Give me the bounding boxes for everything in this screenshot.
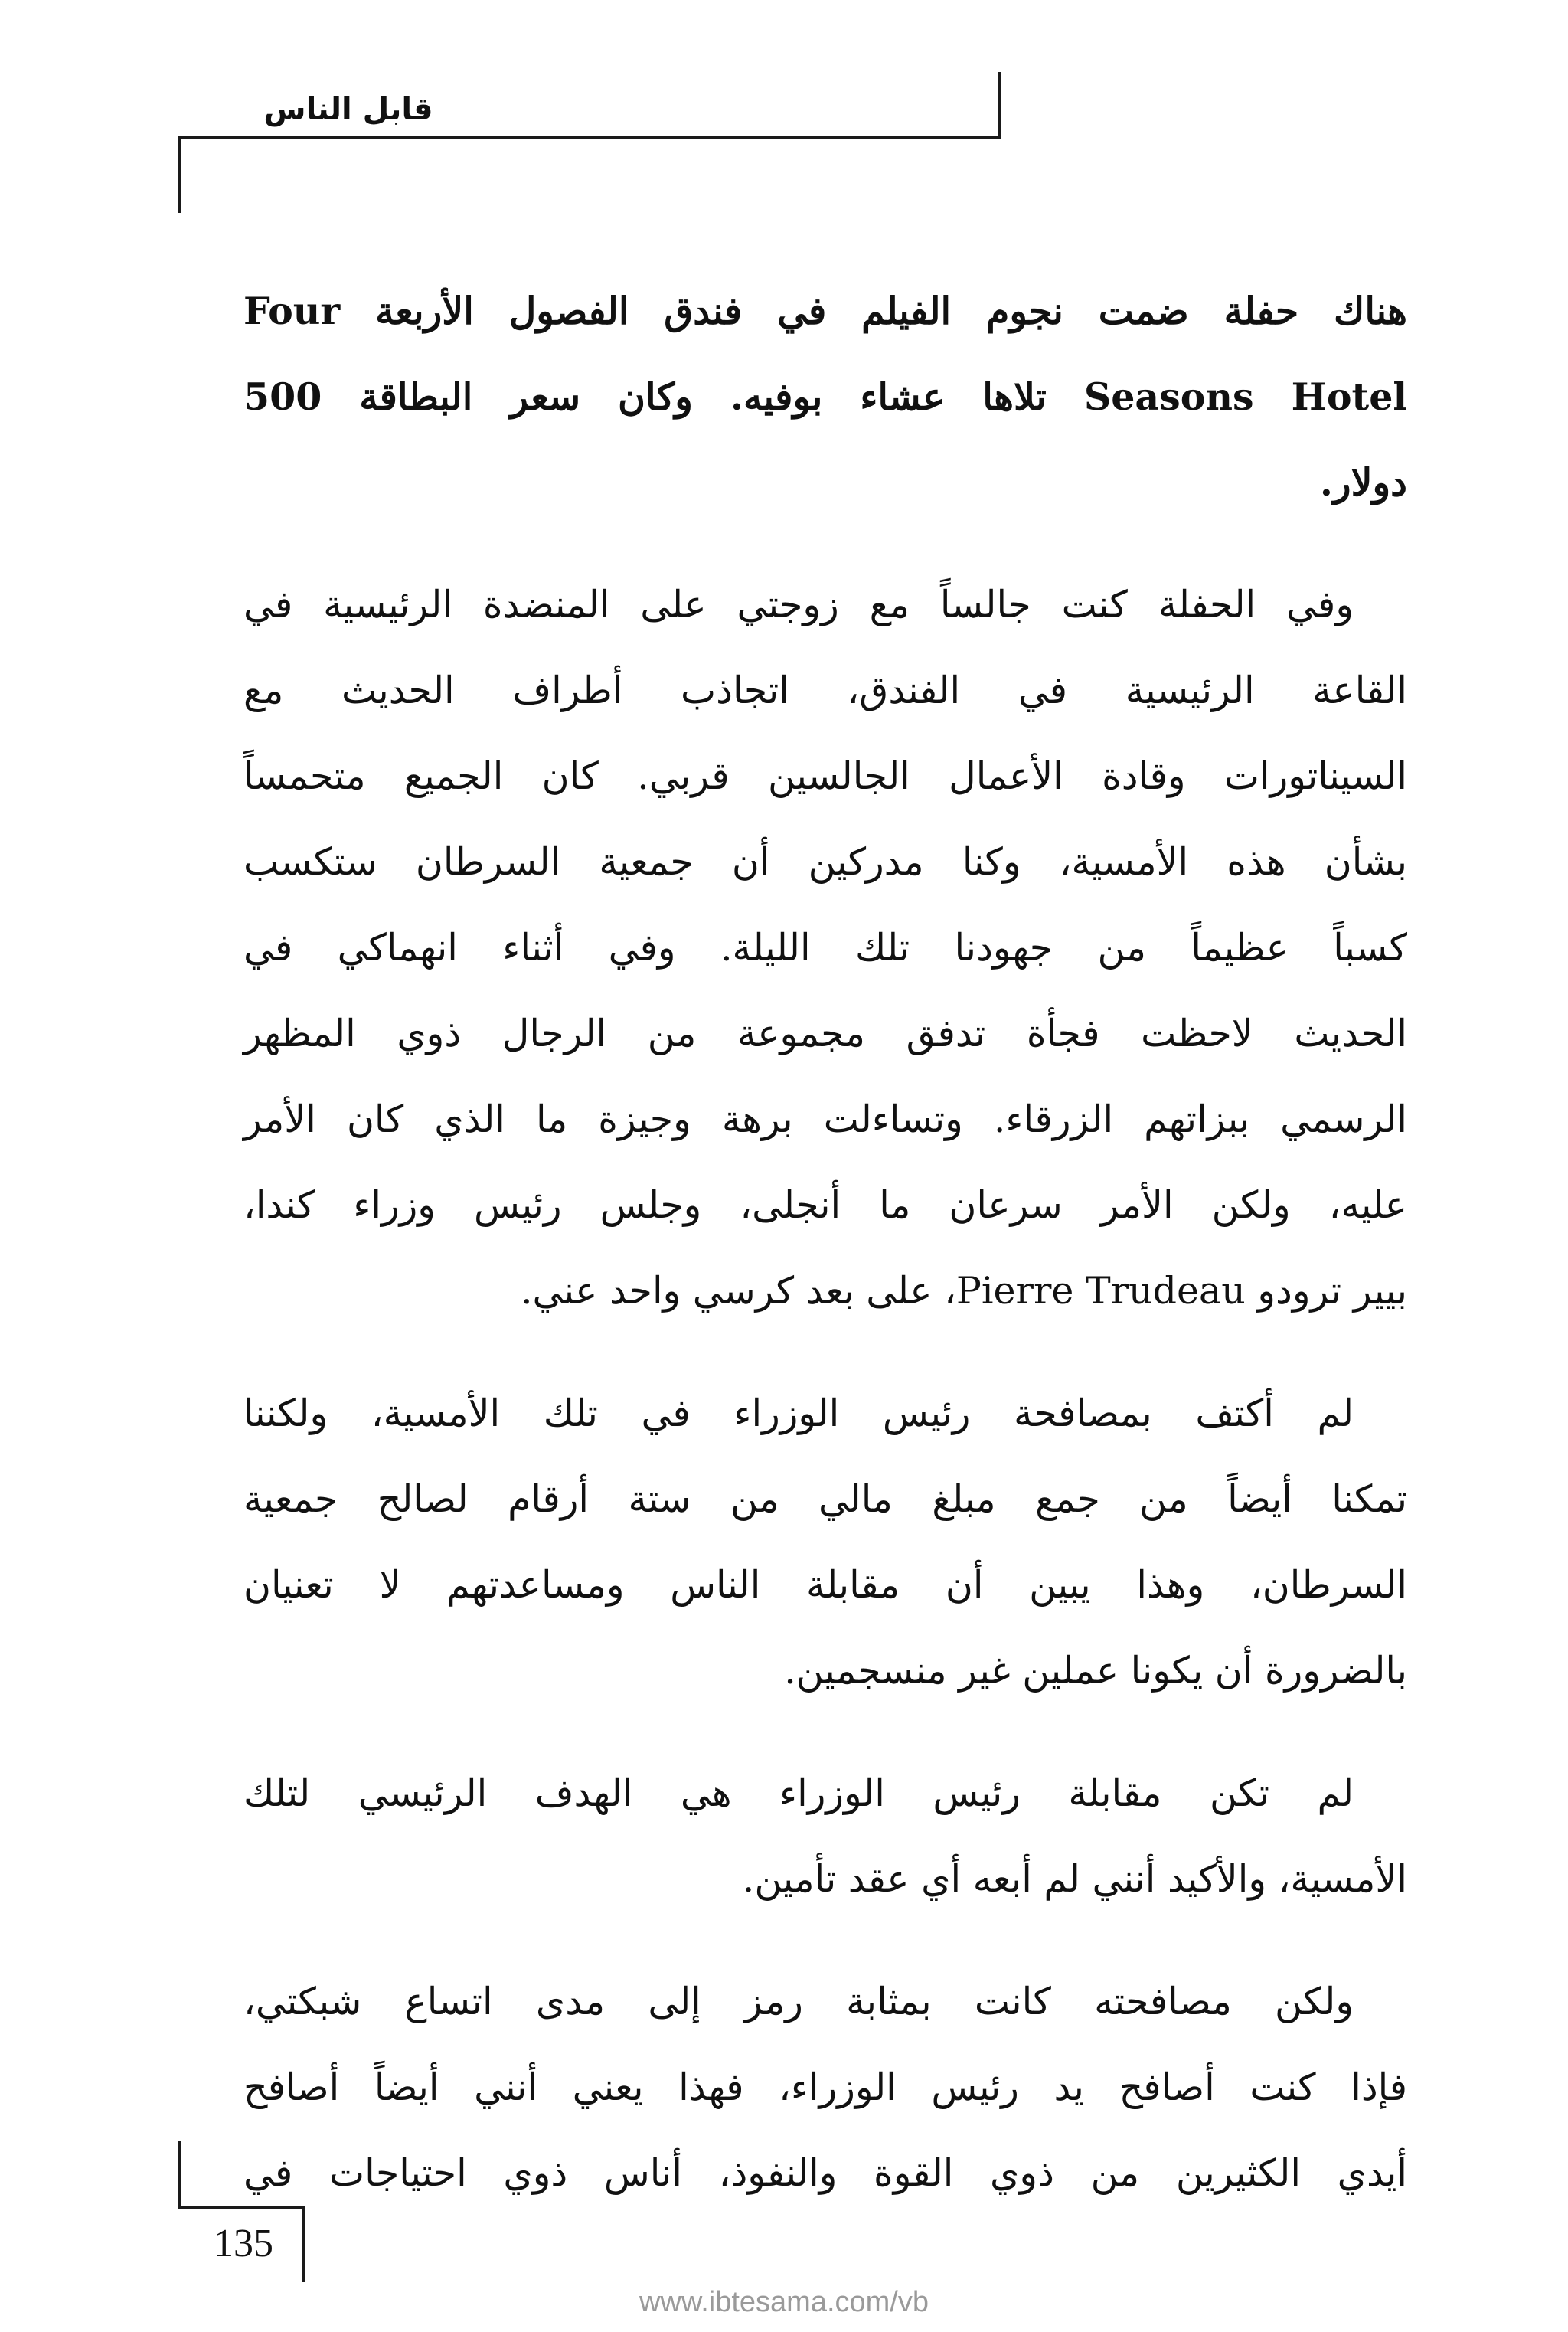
text-line: Seasons Hotel تلاها عشاء بوفيه. وكان سعر البطاقة 500 bbox=[243, 374, 1407, 419]
text-line: هناك حفلة ضمت نجوم الفيلم في فندق الفصول الأربعة Four bbox=[243, 289, 1407, 333]
text-line: أيدي الكثيرين من ذوي القوة والنفوذ، أناس ذوي احتياجات في bbox=[243, 2151, 1407, 2195]
text-line: ولكن مصافحته كانت بمثابة رمز إلى مدى اتساع شبكتي، bbox=[243, 1980, 1354, 2023]
paragraph-3 bbox=[243, 1371, 1407, 1714]
paragraph-5 bbox=[243, 1959, 1407, 2216]
text-line: بيير ترودو Pierre Trudeau، على بعد كرسي واحد عني. bbox=[520, 1269, 1407, 1313]
text-line: لم تكن مقابلة رئيس الوزراء هي الهدف الرئيسي لتلك bbox=[243, 1771, 1354, 1815]
paragraph-gap bbox=[243, 1334, 1407, 1371]
text-line: لم أكتف بمصافحة رئيس الوزراء في تلك الأمسية، ولكننا bbox=[243, 1392, 1354, 1435]
header-left-tick bbox=[178, 136, 181, 213]
header-right-tick bbox=[998, 72, 1001, 139]
text-line: عليه، ولكن الأمر سرعان ما أنجلى، وجلس رئيس وزراء كندا، bbox=[243, 1183, 1407, 1227]
text-line: السرطان، وهذا يبين أن مقابلة الناس ومساعدتهم لا تعنيان bbox=[243, 1563, 1407, 1607]
text-line: دولار. bbox=[1319, 460, 1407, 505]
paragraph-2 bbox=[243, 562, 1407, 1334]
paragraph-gap bbox=[243, 1922, 1407, 1959]
watermark-url: www.ibtesama.com/vb bbox=[639, 2286, 929, 2318]
footer-rule bbox=[178, 2206, 305, 2209]
text-line: كسباً عظيماً من جهودنا تلك الليلة. وفي أثناء انهماكي في bbox=[243, 926, 1407, 970]
footer-left-tick bbox=[178, 2141, 181, 2208]
paragraph-4 bbox=[243, 1751, 1407, 1922]
text-line: القاعة الرئيسية في الفندق، اتجاذب أطراف الحديث مع bbox=[243, 669, 1407, 712]
page-number: 135 bbox=[214, 2222, 273, 2265]
running-head: قابل الناس bbox=[263, 92, 433, 127]
text-line: الأمسية، والأكيد أنني لم أبعه أي عقد تأمين. bbox=[742, 1857, 1407, 1901]
paragraph-1 bbox=[243, 268, 1407, 525]
header-rule bbox=[178, 136, 1001, 139]
text-line: السيناتورات وقادة الأعمال الجالسين قربي. كان الجميع متحمساً bbox=[243, 754, 1407, 798]
paragraph-gap bbox=[243, 1714, 1407, 1751]
page-body bbox=[243, 268, 1407, 2216]
paragraph-gap bbox=[243, 525, 1407, 562]
text-line: فإذا كنت أصافح يد رئيس الوزراء، فهذا يعني أنني أيضاً أصافح bbox=[243, 2065, 1407, 2109]
text-line: الحديث لاحظت فجأة تدفق مجموعة من الرجال ذوي المظهر bbox=[243, 1012, 1407, 1055]
text-line: بالضرورة أن يكونا عملين غير منسجمين. bbox=[784, 1649, 1407, 1693]
footer-right-tick bbox=[302, 2206, 305, 2282]
text-line: وفي الحفلة كنت جالساً مع زوجتي على المنضدة الرئيسية في bbox=[243, 583, 1354, 626]
text-line: تمكنا أيضاً من جمع مبلغ مالي من ستة أرقام لصالح جمعية bbox=[243, 1477, 1407, 1521]
text-line: بشأن هذه الأمسية، وكنا مدركين أن جمعية السرطان ستكسب bbox=[243, 840, 1407, 884]
text-line: الرسمي ببزاتهم الزرقاء. وتساءلت برهة وجيزة ما الذي كان الأمر bbox=[243, 1097, 1407, 1141]
